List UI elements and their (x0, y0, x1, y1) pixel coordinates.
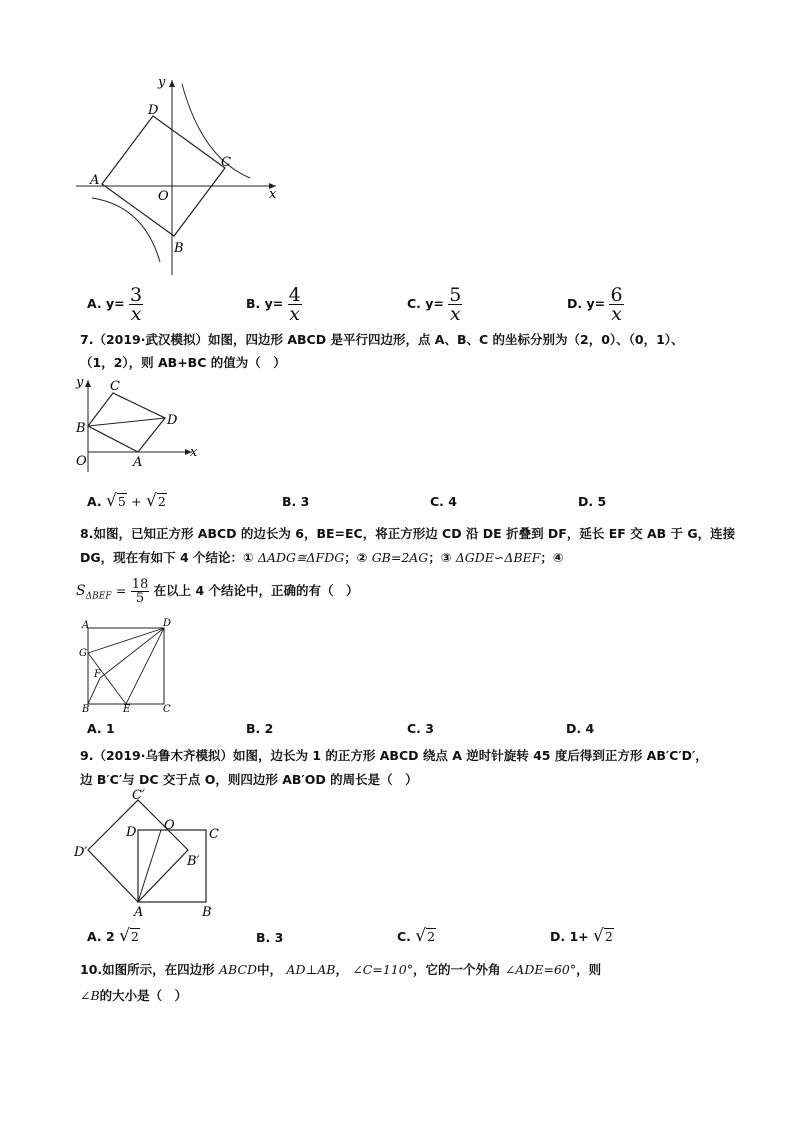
q10-math-5: ∠B (80, 988, 100, 1003)
q6-hyperbola-lower (92, 198, 160, 262)
q9-option-d: D. 1+ √2 (550, 926, 613, 946)
q7-option-b: B. 3 (282, 494, 310, 509)
q7-label-a: A (133, 455, 143, 470)
q9-label-b1: B′ (187, 854, 200, 869)
q8-line-dg (88, 628, 164, 653)
q6-label-x: x (269, 187, 277, 202)
q6-y-arrow (169, 80, 175, 87)
q8-area-s: S (76, 583, 86, 599)
q9-label-d: D (126, 825, 137, 840)
q8-label-g: G (79, 648, 87, 659)
q8-area-fraction: $\frac{18}{5}$ (131, 577, 149, 606)
q8-conclusion-2: GB=2AG (371, 550, 429, 565)
q9-option-c-rad: 2 (427, 929, 436, 944)
q6-option-c (407, 286, 462, 323)
q7-option-d: D. 5 (578, 494, 607, 509)
q6-option-b-fraction: $\frac{4}{x}$ (288, 284, 301, 325)
q6-label-b: B (174, 241, 184, 256)
q7-label-y: y (76, 375, 84, 390)
q10-text-5: ，则 (576, 962, 602, 977)
q8-conclusion-1: ΔADG≅ΔFDG (257, 550, 345, 565)
q9-stem-line1: 9.（2019·乌鲁木齐模拟）如图，边长为 1 的正方形 ABCD 绕点 A 逆时针旋转 45 度后得到正方形 AB′C′D′， (80, 748, 708, 763)
q10-math-4: ∠ADE=60° (504, 962, 577, 977)
q9-option-a: A. 2 √2 (87, 926, 139, 946)
q8-sep-3: ；④ (540, 550, 564, 565)
q9-label-b: B (202, 905, 212, 920)
q10-math-2: AD⊥AB (286, 962, 336, 977)
q8-stem-line1: 8.如图，已知正方形 ABCD 的边长为 6，BE=EC，将正方形边 CD 沿 DE 折叠到 DF，延长 EF 交 AB 于 G，连接 (80, 526, 736, 541)
q10-text-1: 10.如图所示，在四边形 (80, 962, 215, 977)
q8-stem-line3-text: 在以上 4 个结论中，正确的有（ ） (153, 583, 359, 598)
q9-option-d-prefix: D. 1+ (550, 929, 589, 944)
q8-option-a: A. 1 (87, 721, 115, 736)
q6-option-c-prefix: C. y= (407, 296, 444, 311)
q8-label-c: C (163, 704, 171, 714)
q9-label-c: C (209, 827, 219, 842)
q10-stem-line2 (80, 988, 187, 1004)
q7-diagonal-bd (88, 418, 165, 426)
q7-option-a-prefix: A. (87, 494, 102, 509)
q10-text-6: 的大小是（ ） (99, 988, 188, 1003)
q9-option-d-rad: 2 (604, 929, 613, 944)
q8-line-de (126, 628, 164, 704)
q8-line-df (100, 628, 164, 678)
q6-label-c: C (221, 155, 231, 170)
q6-label-d: D (148, 103, 159, 118)
q6-label-a: A (90, 173, 100, 188)
q9-option-c: C. √2 (397, 926, 436, 946)
q7-option-a-rad1: 5 (117, 494, 126, 509)
q8-label-e: E (123, 704, 131, 714)
q8-label-f: F (94, 669, 101, 680)
q7-figure (70, 374, 210, 474)
q7-stem-line1: 7.（2019·武汉模拟）如图，四边形 ABCD 是平行四边形，点 A、B、C 的坐标分别为（2，0）、（0，1）、 (80, 332, 684, 347)
q10-text-3: ， (335, 962, 348, 977)
q10-text-4: ，它的一个外角 (412, 962, 501, 977)
q7-option-a-rad2: 2 (157, 494, 166, 509)
q6-label-origin: O (158, 189, 169, 204)
q9-option-b: B. 3 (256, 930, 284, 945)
q8-label-a: A (82, 620, 90, 631)
q6-option-b-prefix: B. y= (246, 296, 284, 311)
q8-option-d: D. 4 (566, 721, 595, 736)
q6-label-y: y (158, 75, 166, 90)
q10-text-2: 中， (257, 962, 283, 977)
q9-option-a-prefix: A. 2 (87, 929, 115, 944)
q6-square-abcd (102, 116, 225, 236)
q8-conclusion-3: ΔGDE∽ΔBEF (455, 550, 541, 565)
q6-option-a-prefix: A. y= (87, 296, 125, 311)
q8-stem-line3 (76, 578, 359, 605)
q8-line-bf (88, 678, 100, 704)
q9-stem-line2: 边 B′C′与 DC 交于点 O，则四边形 AB′OD 的周长是（ ） (80, 772, 418, 787)
q10-math-1: ABCD (219, 962, 258, 977)
q9-option-c-prefix: C. (397, 929, 411, 944)
q8-label-b: B (82, 704, 90, 714)
q7-label-b: B (76, 421, 86, 436)
q6-option-b (246, 286, 302, 323)
q7-option-a-plus: + (131, 494, 142, 509)
q8-square (88, 628, 164, 704)
q8-area-sub: ΔBEF (85, 591, 112, 602)
q10-math-3: ∠C=110° (352, 962, 413, 977)
q8-area-eq: = (115, 583, 127, 598)
q9-figure (70, 788, 230, 922)
q6-option-a-fraction: $\frac{3}{x}$ (130, 284, 143, 325)
q6-option-a (87, 286, 143, 323)
q8-option-c: C. 3 (407, 721, 434, 736)
q8-stem-line2 (80, 550, 564, 566)
q6-figure (70, 70, 290, 280)
q6-option-d-prefix: D. y= (567, 296, 606, 311)
q7-label-c: C (110, 379, 120, 394)
q7-stem-line2: （1，2），则 AB+BC 的值为（ ） (80, 355, 286, 370)
q6-option-d (567, 286, 624, 323)
q10-stem-line1 (80, 962, 601, 978)
q6-option-d-fraction: $\frac{6}{x}$ (610, 284, 623, 325)
q8-option-b: B. 2 (246, 721, 274, 736)
q8-figure (74, 614, 184, 714)
q9-label-c1: C′ (132, 788, 145, 803)
q7-y-arrow (85, 380, 91, 387)
q7-option-c: C. 4 (430, 494, 457, 509)
q7-label-origin: O (76, 454, 87, 469)
q9-label-a: A (134, 905, 144, 920)
q9-label-d1: D′ (74, 845, 88, 860)
q8-sep-2: ；③ (428, 550, 452, 565)
q8-label-d: D (163, 618, 172, 629)
q7-option-a: A. √5 + √2 (87, 491, 166, 511)
q8-stem-line2-text: DG，现在有如下 4 个结论：① (80, 550, 254, 565)
q9-label-o: O (164, 818, 175, 833)
q6-hyperbola-upper (182, 84, 250, 178)
q7-label-x: x (190, 445, 198, 460)
q6-option-c-fraction: $\frac{5}{x}$ (449, 284, 462, 325)
q9-option-a-rad: 2 (130, 929, 139, 944)
q7-label-d: D (167, 413, 178, 428)
q8-sep-1: ；② (344, 550, 368, 565)
q9-diagonal (138, 830, 161, 902)
